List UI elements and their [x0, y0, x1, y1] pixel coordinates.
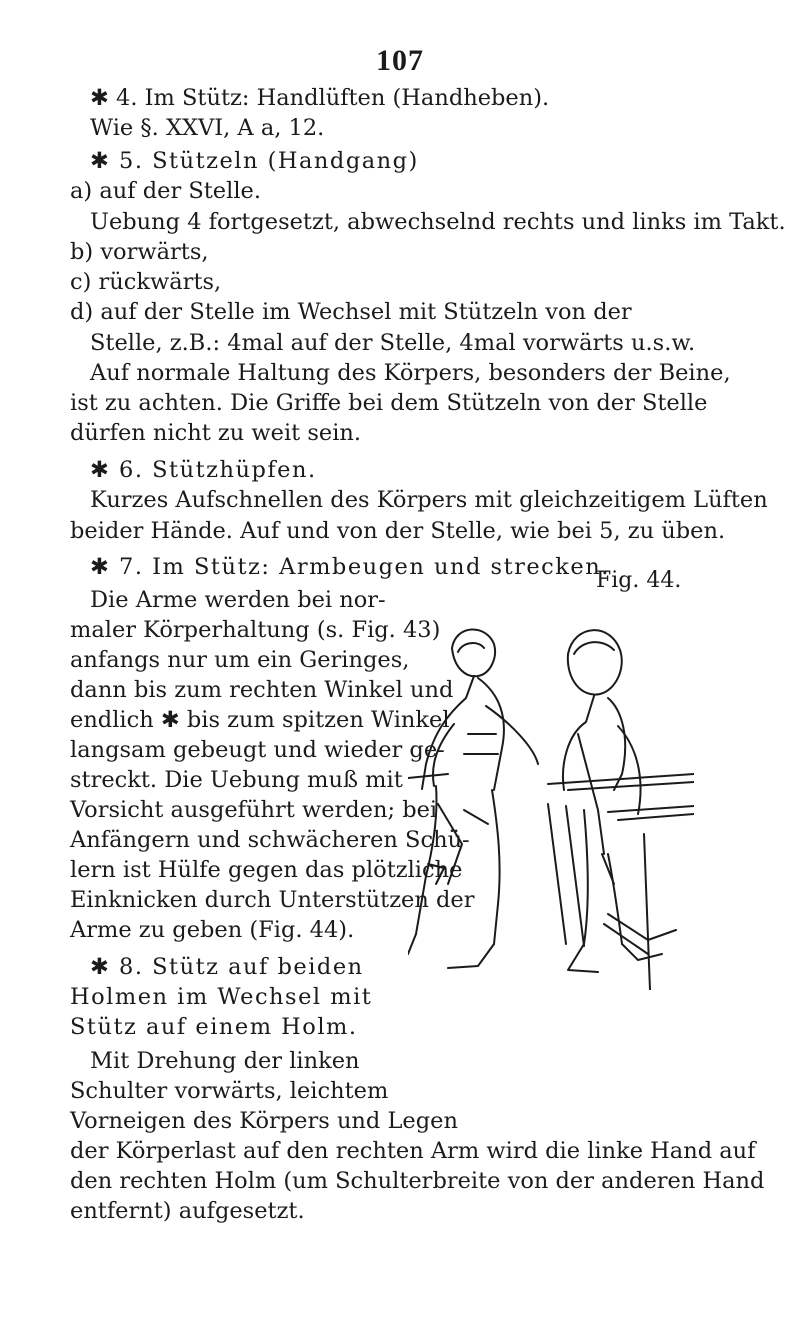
text-line: d) auf der Stelle im Wechsel mit Stützeln von der: [70, 299, 632, 325]
text-line: b) vorwärts,: [70, 239, 209, 265]
text-line: maler Körperhaltung (s. Fig. 43): [70, 617, 441, 643]
text-line: c) rückwärts,: [70, 269, 222, 295]
text-line: Wie §. XXVI, A a, 12.: [90, 115, 325, 141]
text-line: Vorsicht ausgeführt werden; bei: [70, 797, 438, 823]
text-line: ist zu achten. Die Griffe bei dem Stützeln von der Stelle: [70, 390, 708, 416]
text-line: entfernt) aufgesetzt.: [70, 1198, 305, 1224]
text-line: dann bis zum rechten Winkel und: [70, 677, 454, 703]
text-line: Mit Drehung der linken: [90, 1048, 360, 1074]
parallel-bars-support-illustration-icon: [408, 614, 694, 990]
figure-label: Fig. 44.: [596, 568, 682, 593]
text-line: endlich ✱ bis zum spitzen Winkel: [70, 707, 450, 733]
text-line: Die Arme werden bei nor-: [90, 587, 386, 613]
text-line: den rechten Holm (um Schulterbreite von der anderen Hand: [70, 1168, 765, 1194]
text-line: ✱ 4. Im Stütz: Handlüften (Handheben).: [90, 85, 550, 111]
text-line: der Körperlast auf den rechten Arm wird die linke Hand auf: [70, 1138, 756, 1164]
text-line: a) auf der Stelle.: [70, 178, 261, 204]
text-line: Stelle, z.B.: 4mal auf der Stelle, 4mal vorwärts u.s.w.: [90, 330, 696, 356]
text-line: Arme zu geben (Fig. 44).: [70, 917, 355, 943]
text-line: langsam gebeugt und wieder ge-: [70, 737, 445, 763]
text-line: dürfen nicht zu weit sein.: [70, 420, 362, 446]
text-line: Schulter vorwärts, leichtem: [70, 1078, 389, 1104]
text-line: Kurzes Aufschnellen des Körpers mit gleichzeitigem Lüften: [90, 487, 768, 513]
text-line: Holmen im Wechsel mit: [70, 984, 373, 1010]
text-line: Stütz auf einem Holm.: [70, 1014, 358, 1040]
text-line: Vorneigen des Körpers und Legen: [70, 1108, 458, 1134]
text-line: beider Hände. Auf und von der Stelle, wie bei 5, zu üben.: [70, 518, 726, 544]
text-line: ✱ 5. Stützeln (Handgang): [90, 148, 419, 174]
page-number: 107: [376, 44, 424, 77]
text-line: ✱ 6. Stützhüpfen.: [90, 457, 317, 483]
text-line: Einknicken durch Unterstützen der: [70, 887, 475, 913]
text-line: Auf normale Haltung des Körpers, besonders der Beine,: [90, 360, 731, 386]
text-line: ✱ 8. Stütz auf beiden: [90, 954, 364, 980]
text-line: anfangs nur um ein Geringes,: [70, 647, 410, 673]
text-line: streckt. Die Uebung muß mit: [70, 767, 403, 793]
text-line: Anfängern und schwächeren Schü-: [70, 827, 470, 853]
text-line: Uebung 4 fortgesetzt, abwechselnd rechts und links im Takt.: [90, 209, 786, 235]
figure-illustration: [408, 614, 694, 990]
text-line: lern ist Hülfe gegen das plötzliche: [70, 857, 463, 883]
text-line: ✱ 7. Im Stütz: Armbeugen und strecken.: [90, 554, 610, 580]
